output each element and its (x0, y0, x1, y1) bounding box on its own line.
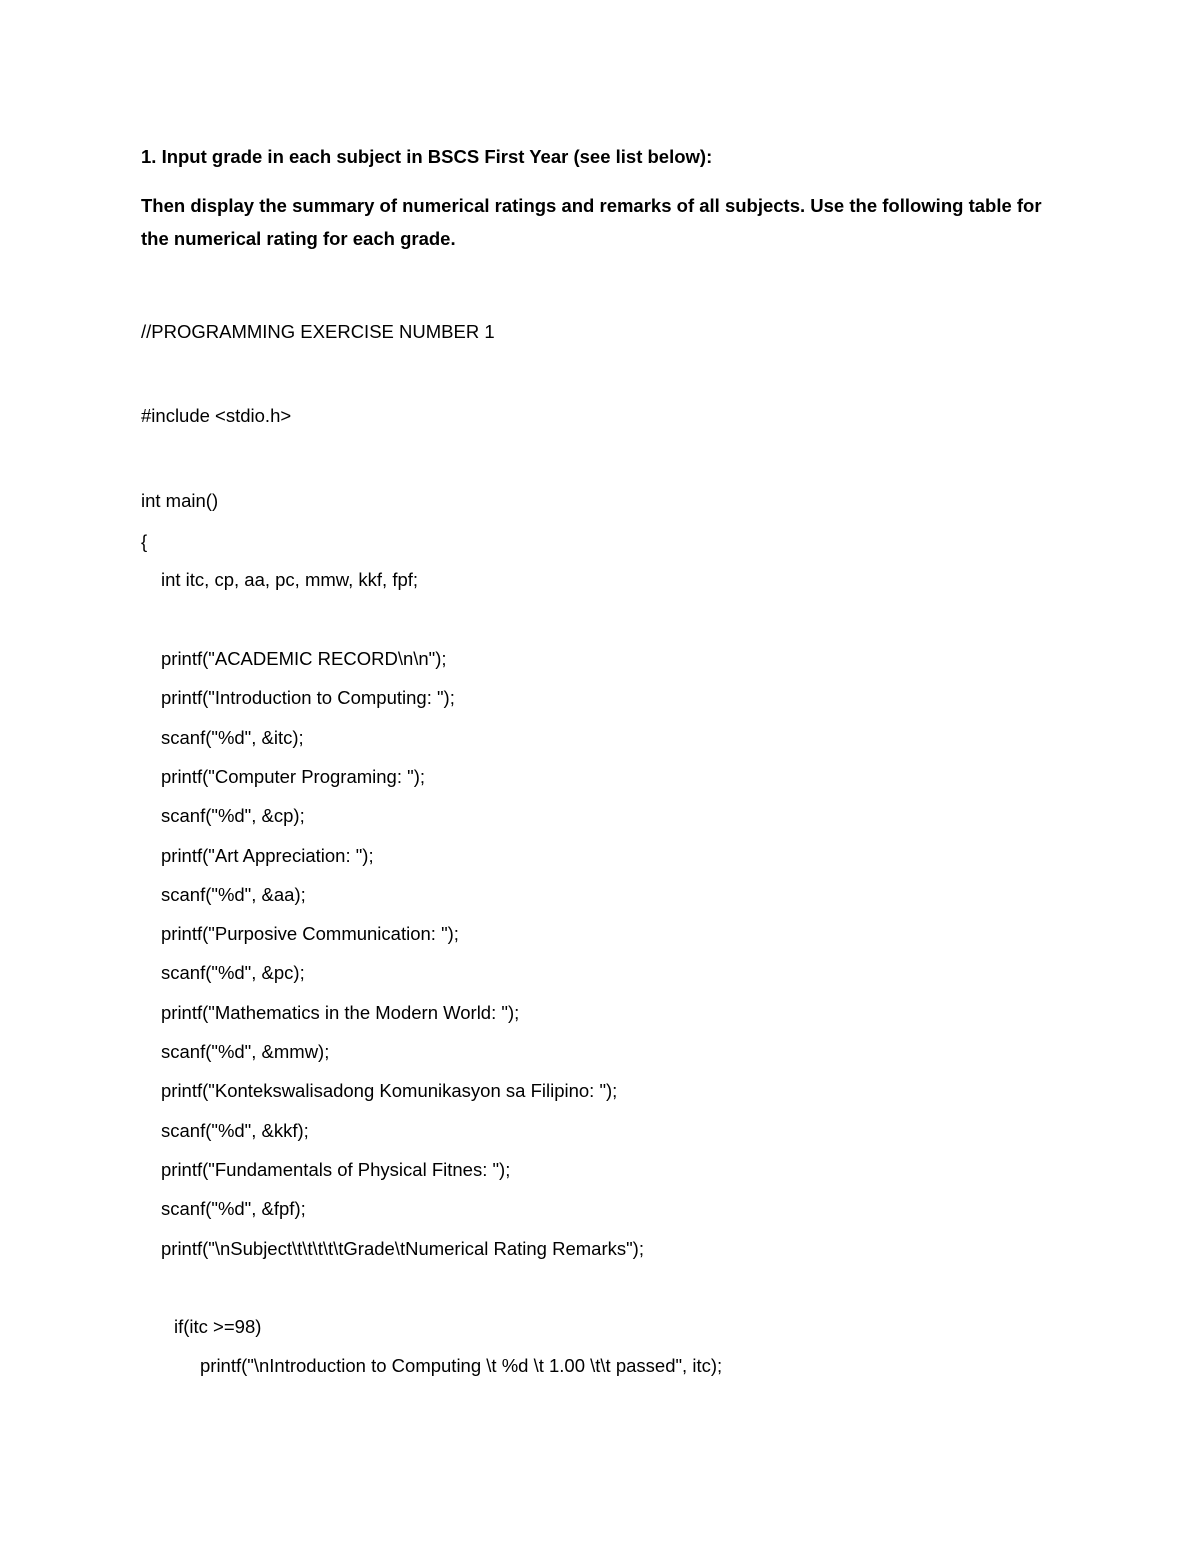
code-line: scanf("%d", &kkf); (161, 1120, 309, 1141)
code-line: printf("Mathematics in the Modern World: "); (161, 1002, 520, 1023)
code-line: printf("Introduction to Computing: "); (161, 687, 455, 708)
code-comment: //PROGRAMMING EXERCISE NUMBER 1 (141, 321, 495, 342)
code-line: printf("Computer Programing: "); (161, 766, 425, 787)
code-line: scanf("%d", &mmw); (161, 1041, 330, 1062)
code-if-statement: if(itc >=98) (174, 1316, 262, 1337)
code-declaration: int itc, cp, aa, pc, mmw, kkf, fpf; (161, 569, 419, 590)
code-line: scanf("%d", &fpf); (161, 1198, 306, 1219)
code-open-brace: { (141, 531, 148, 552)
instruction-line-2: the numerical rating for each grade. (141, 228, 456, 249)
code-line: printf("Fundamentals of Physical Fitnes: "); (161, 1159, 511, 1180)
exercise-heading: 1. Input grade in each subject in BSCS First Year (see list below): (141, 146, 713, 167)
code-line: printf("Art Appreciation: "); (161, 845, 374, 866)
code-line: printf("ACADEMIC RECORD\n\n"); (161, 648, 447, 669)
code-line: printf("Kontekswalisadong Komunikasyon sa Filipino: "); (161, 1080, 618, 1101)
code-line: scanf("%d", &itc); (161, 727, 304, 748)
code-main-signature: int main() (141, 490, 219, 511)
code-line: scanf("%d", &cp); (161, 805, 305, 826)
code-if-body: printf("\nIntroduction to Computing \t %d \t 1.00 \t\t passed", itc); (200, 1355, 723, 1376)
instruction-line-1: Then display the summary of numerical ratings and remarks of all subjects. Use the following table for (141, 195, 1042, 216)
code-line: scanf("%d", &aa); (161, 884, 306, 905)
code-line: scanf("%d", &pc); (161, 962, 305, 983)
code-line: printf("Purposive Communication: "); (161, 923, 459, 944)
code-include: #include <stdio.h> (141, 405, 292, 426)
code-line: printf("\nSubject\t\t\t\t\tGrade\tNumerical Rating Remarks"); (161, 1238, 644, 1259)
